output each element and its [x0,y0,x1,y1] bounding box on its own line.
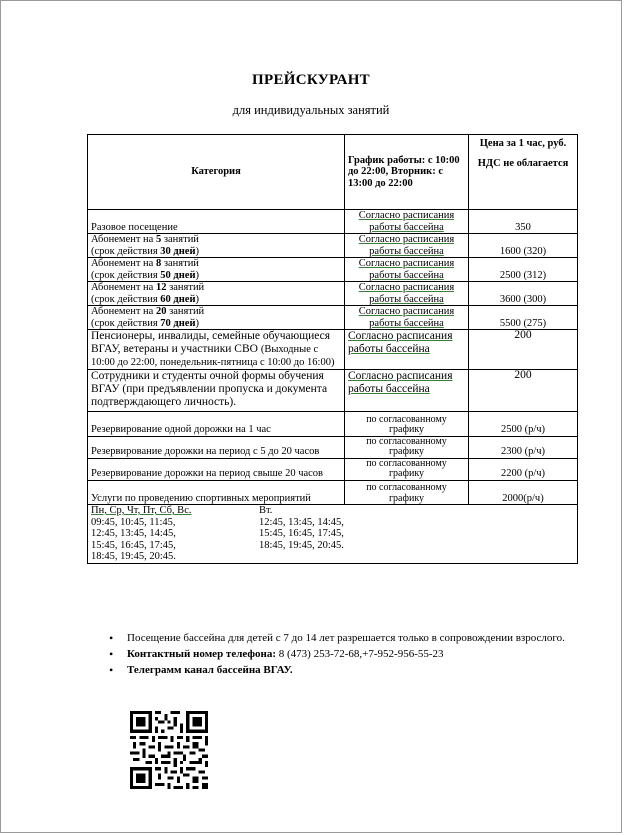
row-schedule: Согласно расписания работы бассейна [345,282,469,306]
row-category: Резервирование дорожки на период свыше 20 часов [88,458,345,480]
row-schedule: по согласованному графику [345,412,469,437]
row-category: Резервирование дорожки на период с 5 до 20 часов [88,436,345,458]
note-phone: • Контактный номер телефона: 8 (473) 253-72-68,+7-952-956-55-23 [103,648,579,661]
row-price: 2500 (р/ч) [469,412,578,437]
row-schedule: Согласно расписания работы бассейна [345,330,469,370]
table-row [88,210,578,234]
row-schedule: по согласованному графику [345,480,469,505]
row-schedule: Согласно расписания работы бассейна [345,210,469,234]
header-price [469,135,578,210]
note-children: • Посещение бассейна для детей с 7 до 14 лет разрешается только в сопровождении взрослого. [103,632,579,645]
row-schedule: Согласно расписания работы бассейна [345,370,469,412]
row-schedule: Согласно расписания работы бассейна [345,234,469,258]
row-price: 2000(р/ч) [469,480,578,505]
row-price: 1600 (320) [469,234,578,258]
header-price-line1: Цена за 1 час, руб. [479,138,567,149]
row-category: Абонемент на 8 занятий (срок действия 50 дней) [88,258,345,282]
header-price-line2: НДС не облагается [477,157,569,169]
row-category: Абонемент на 5 занятий (срок действия 30 дней) [88,234,345,258]
row-category: Резервирование одной дорожки на 1 час [88,412,345,437]
row-category: Абонемент на 12 занятий (срок действия 60 дней) [88,282,345,306]
row-category: Сотрудники и студенты очной формы обучения ВГАУ (при предъявлении пропуска и документа подтверждающего личность). [88,370,345,412]
row-category: Услуги по проведению спортивных мероприятий [88,480,345,505]
qr-code-icon [130,711,208,789]
price-table [87,134,578,564]
table-row [88,282,578,306]
row-price: 3600 (300) [469,282,578,306]
row-price: 200 [469,330,578,370]
row-schedule: Согласно расписания работы бассейна [345,258,469,282]
row-hours: (Выходные с 10:00 до 22:00, понедельник-пятница с 10:00 до 16:00) [91,344,335,368]
row-category: Разовое посещение [88,210,345,234]
table-row [88,458,578,480]
table-row [88,258,578,282]
weekdays-heading: Пн, Ср, Чт, Пт, Сб, Вс. [91,505,192,516]
row-price: 200 [469,370,578,412]
header-schedule: График работы: с 10:00 до 22:00, Вторник: с 13:00 до 22:00 [345,135,469,210]
table-row [88,480,578,505]
session-times-tuesday: Вт. 12:45, 13:45, 14:45, 15:45, 16:45, 17:45, 18:45, 19:45, 20:45. [259,505,419,563]
table-row [88,234,578,258]
row-price: 5500 (275) [469,306,578,330]
row-schedule: по согласованному графику [345,436,469,458]
session-times-cell [88,505,578,564]
page-subtitle: для индивидуальных занятий [232,103,390,117]
row-price: 2200 (р/ч) [469,458,578,480]
row-schedule: Согласно расписания работы бассейна [345,306,469,330]
table-row [88,436,578,458]
header-category: Категория [88,135,345,210]
row-category: Пенсионеры, инвалиды, семейные обучающиеся ВГАУ, ветераны и участники СВО (Выходные с 10:00 до 22:00, понедельник-пятница с 10:00 до 16:00) [88,330,345,370]
table-row-pensioners [88,330,578,370]
row-price: 2500 (312) [469,258,578,282]
row-schedule: по согласованному графику [345,458,469,480]
row-price: 350 [469,210,578,234]
tuesday-heading: Вт. [259,505,273,516]
session-times-row [88,505,578,564]
note-telegram: • Телеграмм канал бассейна ВГАУ. [103,664,579,677]
session-times-weekdays: Пн, Ср, Чт, Пт, Сб, Вс. 09:45, 10:45, 11:45, 12:45, 13:45, 14:45, 15:45, 16:45, 17:45, 18:45, 19:45, 20:45. [91,505,259,563]
notes-list [103,632,579,680]
page-title: ПРЕЙСКУРАНТ [252,72,370,88]
table-row [88,306,578,330]
table-row-staff [88,370,578,412]
row-category: Абонемент на 20 занятий (срок действия 70 дней) [88,306,345,330]
table-row [88,412,578,437]
table-header-row [88,135,578,210]
row-price: 2300 (р/ч) [469,436,578,458]
